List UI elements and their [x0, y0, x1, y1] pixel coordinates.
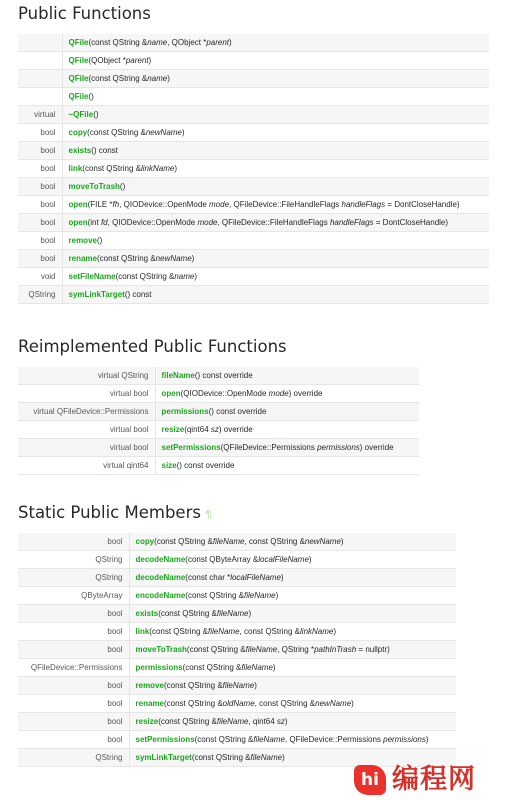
function-link[interactable]: copy	[135, 537, 155, 546]
table-row	[18, 367, 419, 385]
signature-text: (const QString &	[185, 591, 244, 600]
function-link[interactable]: permissions	[161, 407, 209, 416]
parameter-name: sz	[276, 717, 285, 726]
signature-text: (const QString &	[149, 627, 208, 636]
reimplemented-functions-table	[18, 367, 419, 475]
return-type	[18, 70, 62, 88]
table-row	[18, 695, 456, 713]
signature-text: (FILE *	[87, 200, 113, 209]
signature-text: )	[174, 164, 177, 173]
parameter-name: fileName	[253, 735, 285, 744]
return-type: bool	[18, 178, 62, 196]
return-type: QString	[18, 569, 129, 587]
signature-text: , QObject *	[167, 38, 207, 47]
function-link[interactable]: setPermissions	[135, 735, 195, 744]
signature-text: )	[280, 573, 284, 582]
signature-text: , QString *	[277, 645, 315, 654]
signature-text: (const QString &	[186, 645, 246, 654]
signature-text: (QFileDevice::Permissions	[220, 443, 318, 452]
parameter-name: handleFlags	[329, 218, 374, 227]
return-type: bool	[18, 124, 62, 142]
table-row	[18, 232, 489, 250]
public-functions-table	[18, 34, 489, 304]
function-signature	[129, 713, 456, 731]
signature-text: (int	[87, 218, 101, 227]
function-signature	[62, 34, 489, 52]
parameter-name: mode	[268, 389, 289, 398]
parameter-name: fileName	[212, 537, 245, 546]
signature-text: = nullptr)	[356, 645, 390, 654]
return-type	[18, 34, 62, 52]
function-signature	[155, 421, 419, 439]
parameter-name: fileName	[241, 663, 273, 672]
table-row	[18, 403, 419, 421]
signature-text: )	[248, 609, 252, 618]
signature-text: () const	[124, 290, 152, 299]
signature-text: = DontCloseHandle)	[373, 218, 449, 227]
return-type: void	[18, 268, 62, 286]
signature-text: (qint64	[184, 425, 211, 434]
function-link[interactable]: moveToTrash	[68, 182, 120, 191]
function-signature	[129, 569, 456, 587]
signature-text: , QFileDevice::Permissions	[284, 735, 384, 744]
table-row	[18, 551, 456, 569]
function-signature	[155, 385, 419, 403]
parameter-name: mode	[197, 218, 218, 227]
signature-text: (const QString &	[154, 537, 213, 546]
signature-text: (const QString &	[96, 254, 156, 263]
function-signature	[62, 70, 489, 88]
return-type: QFileDevice::Permissions	[18, 659, 129, 677]
table-row	[18, 286, 489, 304]
signature-text: ()	[93, 110, 99, 119]
function-link[interactable]: open	[68, 218, 88, 227]
signature-text: ) override	[359, 443, 394, 452]
table-row	[18, 214, 489, 232]
parameter-name: parent	[206, 38, 230, 47]
table-row	[18, 88, 489, 106]
function-link[interactable]: size	[161, 461, 177, 470]
parameter-name: localFileName	[230, 573, 281, 582]
table-row	[18, 533, 456, 551]
function-link[interactable]: setPermissions	[161, 443, 221, 452]
parameter-name: localFileName	[258, 555, 309, 564]
signature-text: ) override	[288, 389, 323, 398]
function-signature	[62, 52, 489, 70]
function-link[interactable]: decodeName	[135, 555, 186, 564]
signature-text: (const QString &	[88, 74, 148, 83]
function-signature	[62, 160, 489, 178]
function-signature	[155, 457, 419, 475]
signature-text: )	[351, 699, 354, 708]
function-link[interactable]: resize	[135, 717, 159, 726]
return-type: bool	[18, 731, 129, 749]
return-type: virtual bool	[18, 439, 155, 457]
function-link[interactable]: setFileName	[68, 272, 116, 281]
parameter-name: fileName	[245, 645, 278, 654]
parameter-name: name	[147, 74, 168, 83]
signature-text: (const QString &	[194, 735, 254, 744]
parameter-name: newName	[304, 537, 341, 546]
function-link[interactable]: open	[68, 200, 88, 209]
signature-text: () const override	[176, 461, 235, 470]
function-signature	[129, 731, 456, 749]
function-signature	[62, 232, 489, 250]
table-row	[18, 439, 419, 457]
signature-text: , QIODevice::OpenMode	[107, 218, 198, 227]
function-link[interactable]: QFile	[68, 38, 89, 47]
function-signature	[62, 250, 489, 268]
parameter-name: fileName	[243, 591, 276, 600]
signature-text: )	[191, 254, 195, 263]
function-signature	[62, 88, 489, 106]
function-signature	[129, 533, 456, 551]
parameter-name: fileName	[216, 717, 249, 726]
function-signature	[62, 124, 489, 142]
function-link[interactable]: remove	[135, 681, 164, 690]
parameter-name: name	[147, 38, 168, 47]
function-link[interactable]: symLinkTarget	[68, 290, 125, 299]
watermark	[354, 763, 504, 797]
parameter-name: mode	[209, 200, 230, 209]
table-row	[18, 160, 489, 178]
return-type	[18, 88, 62, 106]
signature-text: (QIODevice::OpenMode	[180, 389, 269, 398]
signature-text: (const QString &	[82, 164, 141, 173]
signature-text: )	[229, 38, 232, 47]
signature-text: (const QString &	[115, 272, 175, 281]
function-signature	[129, 587, 456, 605]
table-row	[18, 178, 489, 196]
parameter-name: fd	[100, 218, 108, 227]
function-link[interactable]: rename	[68, 254, 97, 263]
function-signature	[129, 659, 456, 677]
function-link[interactable]: resize	[161, 425, 185, 434]
parameter-name: linkName	[300, 627, 334, 636]
function-link[interactable]: link	[68, 164, 83, 173]
signature-text: ) override	[218, 425, 253, 434]
function-signature	[129, 551, 456, 569]
signature-text: )	[284, 717, 288, 726]
pilcrow-icon: ¶	[204, 508, 212, 521]
return-type: virtual bool	[18, 385, 155, 403]
table-row	[18, 124, 489, 142]
parameter-name: newName	[155, 254, 192, 263]
signature-text: () const override	[208, 407, 267, 416]
table-row	[18, 52, 489, 70]
table-row	[18, 731, 456, 749]
parameter-name: fileName	[216, 609, 249, 618]
function-link[interactable]: encodeName	[135, 591, 186, 600]
signature-text: )	[275, 591, 279, 600]
signature-text: (const char *	[185, 573, 231, 582]
function-signature	[155, 439, 419, 457]
parameter-name: newName	[145, 128, 182, 137]
signature-text: )	[308, 555, 312, 564]
function-signature	[129, 641, 456, 659]
signature-text: )	[333, 627, 337, 636]
signature-text: )	[181, 128, 185, 137]
return-type: bool	[18, 232, 62, 250]
function-link[interactable]: decodeName	[135, 573, 186, 582]
table-row	[18, 587, 456, 605]
signature-text: (QObject *	[88, 56, 126, 65]
return-type: QByteArray	[18, 587, 129, 605]
table-row	[18, 659, 456, 677]
signature-text: )	[272, 663, 276, 672]
function-link[interactable]: link	[135, 627, 150, 636]
function-signature	[62, 268, 489, 286]
function-link[interactable]: QFile	[68, 74, 89, 83]
return-type: virtual QFileDevice::Permissions	[18, 403, 155, 421]
return-type: bool	[18, 695, 129, 713]
signature-text: () const override	[194, 371, 253, 380]
table-row	[18, 713, 456, 731]
signature-text: )	[148, 56, 152, 65]
return-type: QString	[18, 551, 129, 569]
return-type	[18, 52, 62, 70]
return-type: virtual qint64	[18, 457, 155, 475]
function-signature	[62, 142, 489, 160]
parameter-name: fileName	[207, 627, 240, 636]
return-type: bool	[18, 533, 129, 551]
function-link[interactable]: exists	[68, 146, 92, 155]
signature-text: (const QByteArray &	[185, 555, 259, 564]
function-link[interactable]: remove	[68, 236, 97, 245]
function-signature	[129, 623, 456, 641]
signature-text: (const QString &	[163, 699, 223, 708]
return-type: QString	[18, 286, 62, 304]
function-link[interactable]: permissions	[135, 663, 183, 672]
function-signature	[129, 605, 456, 623]
signature-text: , QFileDevice::FileHandleFlags	[217, 218, 330, 227]
function-link[interactable]: fileName	[161, 371, 195, 380]
return-type: QString	[18, 749, 129, 767]
function-signature	[62, 106, 489, 124]
signature-text: (const QString &	[182, 663, 242, 672]
function-signature	[62, 196, 489, 214]
function-signature	[155, 403, 419, 421]
function-link[interactable]: ~QFile	[68, 110, 94, 119]
parameter-name: permissions	[383, 735, 426, 744]
watermark-logo: hi	[354, 765, 386, 795]
signature-text: )	[340, 537, 344, 546]
signature-text: , QIODevice::OpenMode	[119, 200, 210, 209]
signature-text: , QFileDevice::FileHandleFlags	[229, 200, 342, 209]
parameter-name: parent	[125, 56, 149, 65]
signature-text: (const QString &	[158, 717, 217, 726]
section-title-reimplemented-public-functions: Reimplemented Public Functions	[18, 337, 287, 356]
return-type: bool	[18, 713, 129, 731]
parameter-name: fileName	[222, 681, 255, 690]
parameter-name: sz	[210, 425, 219, 434]
function-signature	[62, 178, 489, 196]
function-link[interactable]: copy	[68, 128, 88, 137]
function-link[interactable]: moveToTrash	[135, 645, 187, 654]
function-link[interactable]: rename	[135, 699, 164, 708]
function-signature	[62, 214, 489, 232]
table-row	[18, 457, 419, 475]
return-type: virtual	[18, 106, 62, 124]
signature-text: ()	[96, 236, 103, 245]
table-row	[18, 196, 489, 214]
function-signature	[129, 695, 456, 713]
table-row	[18, 34, 489, 52]
signature-text: (const QString &	[191, 753, 251, 762]
return-type: virtual bool	[18, 421, 155, 439]
table-row	[18, 268, 489, 286]
parameter-name: fileName	[250, 753, 283, 762]
signature-text: )	[425, 735, 429, 744]
signature-text: )	[282, 753, 285, 762]
parameter-name: handleFlags	[341, 200, 386, 209]
section-title-static-public-members: Static Public Members ¶	[18, 503, 212, 522]
parameter-name: permissions	[317, 443, 360, 452]
section-title-public-functions: Public Functions	[18, 4, 151, 23]
signature-text: (const QString &	[158, 609, 217, 618]
signature-text: )	[194, 272, 198, 281]
function-link[interactable]: QFile	[68, 56, 89, 65]
signature-text: (const QString &	[87, 128, 146, 137]
table-row	[18, 70, 489, 88]
return-type: bool	[18, 160, 62, 178]
signature-text: (const QString &	[88, 38, 148, 47]
signature-text: , const QString &	[254, 699, 316, 708]
parameter-name: linkName	[140, 164, 175, 173]
table-row	[18, 569, 456, 587]
parameter-name: name	[174, 272, 195, 281]
return-type: bool	[18, 196, 62, 214]
return-type: virtual QString	[18, 367, 155, 385]
signature-text: = DontCloseHandle)	[385, 200, 460, 209]
function-link[interactable]: open	[161, 389, 181, 398]
table-row	[18, 677, 456, 695]
return-type: bool	[18, 214, 62, 232]
parameter-name: oldName	[222, 699, 255, 708]
signature-text: () const	[91, 146, 118, 155]
function-link[interactable]: QFile	[68, 92, 89, 101]
table-row	[18, 250, 489, 268]
table-row	[18, 421, 419, 439]
signature-text: ()	[88, 92, 94, 101]
return-type: bool	[18, 605, 129, 623]
static-public-members-table	[18, 533, 456, 767]
return-type: bool	[18, 641, 129, 659]
watermark-text: 编程网	[392, 764, 476, 795]
function-link[interactable]: symLinkTarget	[135, 753, 192, 762]
return-type: bool	[18, 677, 129, 695]
table-row	[18, 623, 456, 641]
function-signature	[129, 677, 456, 695]
table-row	[18, 142, 489, 160]
table-row	[18, 385, 419, 403]
table-row	[18, 605, 456, 623]
signature-text: ()	[119, 182, 126, 191]
parameter-name: newName	[315, 699, 352, 708]
table-row	[18, 641, 456, 659]
return-type: bool	[18, 142, 62, 160]
function-signature	[62, 286, 489, 304]
parameter-name: pathInTrash	[314, 645, 357, 654]
signature-text: , const QString &	[239, 627, 301, 636]
parameter-name: fh	[112, 200, 120, 209]
table-row	[18, 106, 489, 124]
signature-text: (const QString &	[163, 681, 223, 690]
function-signature	[155, 367, 419, 385]
return-type: bool	[18, 623, 129, 641]
signature-text: , qint64	[248, 717, 277, 726]
return-type: bool	[18, 250, 62, 268]
signature-text: )	[254, 681, 257, 690]
signature-text: , const QString &	[244, 537, 305, 546]
signature-text: )	[167, 74, 170, 83]
function-link[interactable]: exists	[135, 609, 159, 618]
